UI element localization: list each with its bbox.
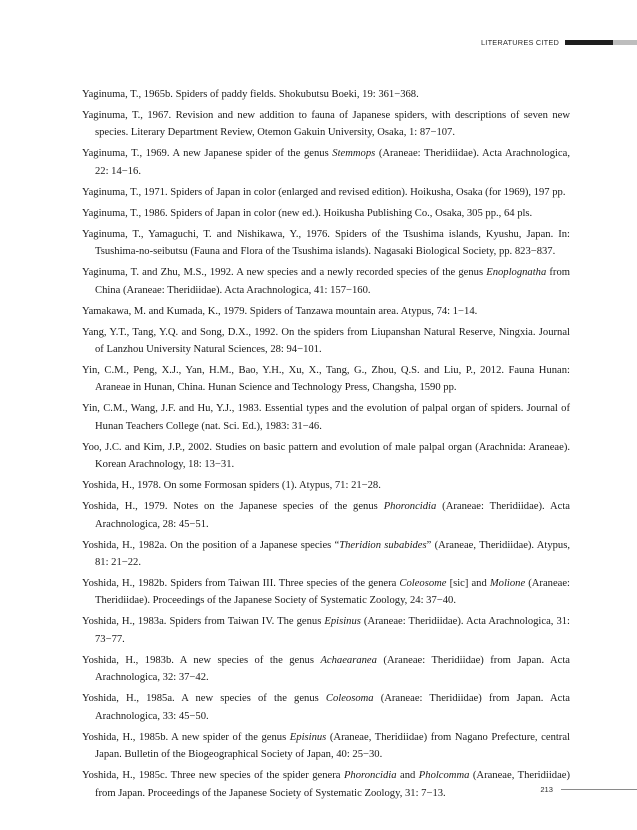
reference-entry bbox=[82, 575, 570, 610]
reference-entry bbox=[82, 477, 570, 494]
reference-entry bbox=[82, 184, 570, 201]
reference-text: (Araneae: Theridiidae). Proceedings of the Japanese Society of Systematic Zoology, 24: 37−40. bbox=[95, 578, 571, 607]
reference-entry bbox=[82, 362, 570, 397]
reference-text: (Araneae: Theridiidae) from Japan. Acta Arachnologica, 33: 45−50. bbox=[95, 693, 570, 722]
reference-text: Yoshida, H., 1985b. A new spider of the genus bbox=[82, 731, 290, 743]
reference-text: Yoshida, H., 1985a. A new species of the genus bbox=[82, 693, 326, 705]
reference-entry bbox=[82, 303, 570, 320]
reference-entry bbox=[82, 613, 570, 648]
reference-text: [sic] and bbox=[446, 578, 490, 590]
reference-entry bbox=[82, 690, 570, 725]
reference-text: Yoshida, H., 1983a. Spiders from Taiwan IV. The genus bbox=[82, 616, 325, 628]
reference-text: Yoo, J.C. and Kim, J.P., 2002. Studies on basic pattern and evolution of male palpal organ (Arachnida: Araneae). Korean Arachnology, 18: 13−31. bbox=[82, 441, 570, 471]
reference-entry bbox=[82, 205, 570, 222]
reference-text: Yoshida, H., 1982a. On the position of a Japanese species “ bbox=[82, 539, 340, 551]
reference-entry bbox=[82, 400, 570, 435]
reference-text: Yoshida, H., 1985c. Three new species of the spider genera bbox=[82, 770, 344, 782]
running-header-title: LITERATURES CITED bbox=[481, 37, 559, 47]
reference-list bbox=[82, 86, 570, 806]
reference-entry bbox=[82, 439, 570, 474]
reference-entry bbox=[82, 86, 570, 103]
reference-text: (Araneae: Theridiidae). Acta Arachnologica, 22: 14−16. bbox=[95, 148, 570, 177]
reference-italic-text: Molione bbox=[489, 578, 526, 590]
reference-italic-text: Episinus bbox=[324, 616, 361, 628]
reference-italic-text: Coleosoma bbox=[325, 693, 374, 705]
reference-entry bbox=[82, 145, 570, 180]
reference-entry bbox=[82, 729, 570, 764]
reference-entry bbox=[82, 226, 570, 261]
reference-entry bbox=[82, 767, 570, 802]
reference-text: (Araneae: Theridiidae) from Japan. Acta Arachnologica, 32: 37−42. bbox=[95, 654, 570, 684]
reference-italic-text: Episinus bbox=[289, 731, 327, 743]
footer-rule bbox=[561, 789, 637, 790]
reference-text: Yin, C.M., Wang, J.F. and Hu, Y.J., 1983. Essential types and the evolution of palpal organ of spiders. Journal of Hunan Teachers College (nat. Sci. Ed.), 1983: 31−46. bbox=[82, 403, 570, 432]
reference-text: Yaginuma, T., 1965b. Spiders of paddy fields. Shokubutsu Boeki, 19: 361−368. bbox=[82, 89, 419, 100]
reference-text: from China (Araneae: Theridiidae). Acta Arachnologica, 41: 157−160. bbox=[95, 267, 570, 296]
header-bar-light bbox=[613, 40, 637, 45]
reference-text: Yaginuma, T., 1986. Spiders of Japan in color (new ed.). Hoikusha Publishing Co., Osaka, 305 pp., 64 pls. bbox=[82, 207, 533, 219]
reference-text: (Araneae, Theridiidae) from Nagano Prefecture, central Japan. Bulletin of the Biogeographical Society of Japan, 40: 25−30. bbox=[95, 731, 570, 761]
reference-entry bbox=[82, 537, 570, 572]
reference-text: Yaginuma, T., 1967. Revision and new addition to fauna of Japanese spiders, with descriptions of seven new species. Literary Department Review, Otemon Gakuin University, Osaka, 1: 87−107. bbox=[82, 110, 570, 139]
reference-text: (Araneae: Theridiidae). Acta Arachnologica, 28: 45−51. bbox=[95, 501, 570, 530]
reference-italic-text: Phoroncidia bbox=[343, 770, 397, 782]
reference-text: (Araneae, Theridiidae) from Japan. Proceedings of the Japanese Society of Systematic Zoology, 31: 7−13. bbox=[95, 770, 571, 799]
running-header bbox=[481, 36, 637, 48]
reference-italic-text: Achaearanea bbox=[320, 654, 377, 666]
reference-text: Yang, Y.T., Tang, Y.Q. and Song, D.X., 1992. On the spiders from Liupanshan Natural Reserve, Ningxia. Journal of Lanzhou University Natural Sciences, 28: 94−101. bbox=[82, 326, 570, 356]
reference-text: Yoshida, H., 1982b. Spiders from Taiwan III. Three species of the genera bbox=[82, 578, 400, 590]
reference-text: ” (Araneae, Theridiidae). Atypus, 81: 21−22. bbox=[95, 539, 570, 569]
reference-text: Yaginuma, T., 1971. Spiders of Japan in color (enlarged and revised edition). Hoikusha, Osaka (for 1969), 197 pp. bbox=[82, 186, 566, 198]
reference-text: Yoshida, H., 1978. On some Formosan spiders (1). Atypus, 71: 21−28. bbox=[82, 480, 381, 492]
reference-entry bbox=[82, 107, 570, 142]
page-footer bbox=[540, 785, 637, 794]
reference-entry bbox=[82, 498, 570, 533]
reference-text: Yin, C.M., Peng, X.J., Yan, H.M., Bao, Y.H., Xu, X., Tang, G., Zhou, Q.S. and Liu, P., 2012. Fauna Hunan: Araneae in Hunan, China. Hunan Science and Technology Press, Changsha, 1590 pp. bbox=[82, 365, 570, 394]
header-bar-dark bbox=[565, 40, 613, 45]
reference-entry bbox=[82, 324, 570, 359]
reference-text: Yaginuma, T., 1969. A new Japanese spider of the genus bbox=[82, 148, 333, 160]
reference-text: (Araneae: Theridiidae). Acta Arachnologica, 31: 73−77. bbox=[95, 616, 570, 645]
reference-italic-text: Enoplognatha bbox=[486, 267, 547, 279]
reference-text: Yaginuma, T., Yamaguchi, T. and Nishikawa, Y., 1976. Spiders of the Tsushima islands, Kyushu, Japan. In: Tsushima-no-seibutsu (Fauna and Flora of the Tsushima islands). Nagasaki Biological Society, pp. 823−837. bbox=[82, 228, 570, 258]
reference-italic-text: Theridion subabides bbox=[339, 539, 427, 551]
reference-entry bbox=[82, 652, 570, 687]
reference-text: Yamakawa, M. and Kumada, K., 1979. Spiders of Tanzawa mountain area. Atypus, 74: 1−14. bbox=[82, 305, 478, 317]
reference-italic-text: Pholcomma bbox=[418, 770, 470, 782]
reference-entry bbox=[82, 264, 570, 299]
page-number: 213 bbox=[540, 785, 553, 794]
reference-text: Yoshida, H., 1983b. A new species of the genus bbox=[82, 654, 321, 666]
reference-text: Yaginuma, T. and Zhu, M.S., 1992. A new species and a newly recorded species of the genus bbox=[82, 267, 487, 279]
reference-text: and bbox=[396, 770, 419, 782]
reference-italic-text: Stemmops bbox=[332, 148, 376, 160]
reference-italic-text: Phoroncidia bbox=[383, 501, 437, 513]
reference-italic-text: Coleosome bbox=[399, 578, 447, 590]
reference-text: Yoshida, H., 1979. Notes on the Japanese species of the genus bbox=[82, 501, 384, 513]
